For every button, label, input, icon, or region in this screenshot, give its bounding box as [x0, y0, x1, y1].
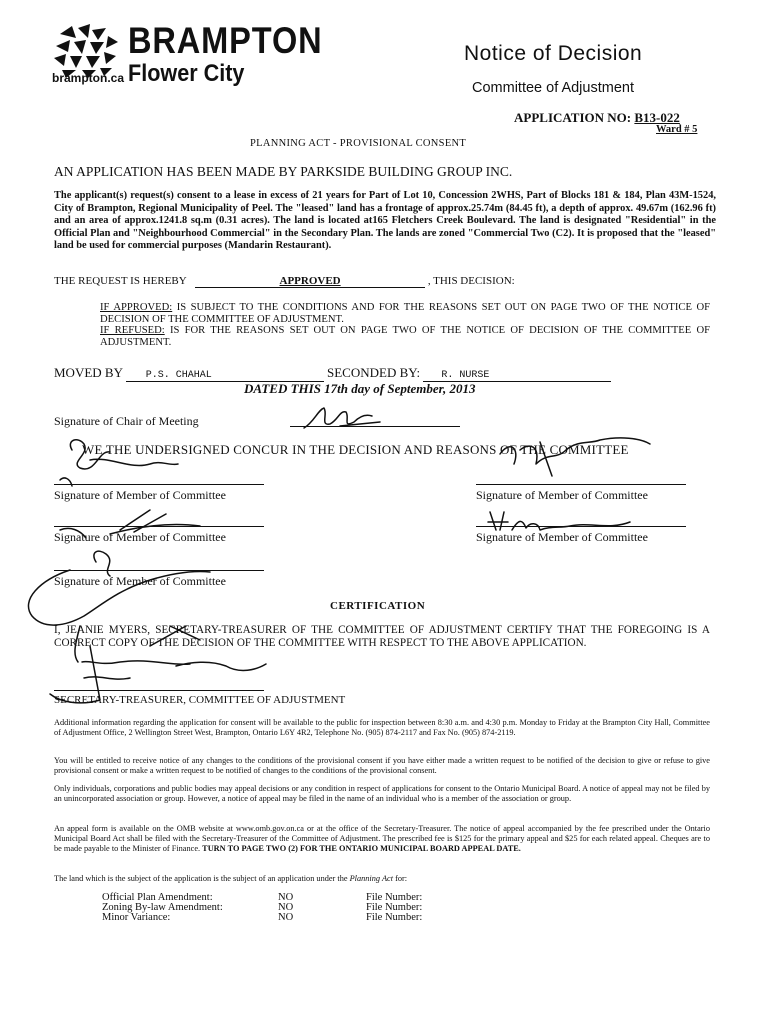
- member-label-1: Signature of Member of Committee: [54, 488, 226, 502]
- application-value: B13-022: [634, 110, 680, 125]
- request-prefix: THE REQUEST IS HEREBY: [54, 275, 187, 287]
- note-appeal-eligibility: Only individuals, corporations and public bodies may appeal decisions or any condition in respect of applications for consent to the Ontario Municipal Board. A notice of appeal may not be filed by an unincorporated association or group. However, a notice of appeal may be filed in the name of an individual who is a member of the association or group.: [54, 784, 710, 803]
- member-label-3: Signature of Member of Committee: [54, 530, 226, 544]
- other-application-file: File Number:: [366, 892, 423, 903]
- member-label-4: Signature of Member of Committee: [476, 530, 648, 544]
- applicant-heading: AN APPLICATION HAS BEEN MADE BY PARKSIDE BUILDING GROUP INC.: [54, 164, 513, 179]
- handwritten-signatures: [0, 430, 770, 730]
- brand-url: brampton.ca: [52, 71, 125, 85]
- other-application-value: NO: [278, 912, 294, 923]
- secretary-signature-line: [54, 690, 264, 691]
- if-refused: [100, 325, 710, 348]
- brand-tagline: Flower City: [128, 60, 245, 87]
- brand-name: BRAMPTON: [128, 20, 323, 61]
- note-appeal-text: An appeal form is available on the OMB website at www.omb.gov.on.ca or at the office of the Secretary-Treasurer. The notice of appeal accompanied by the fee prescribed under the Ontario Municipal Board Act shall be filed with the Secretary-Treasurer of the Committee of Adjustment. The prescribed fee is $125 for the primary appeal and $25 for each related appeal. Cheques are to be made payable to the Minister of Finance.: [54, 824, 710, 853]
- if-approved: [100, 302, 710, 325]
- note-subject-suffix: for:: [393, 874, 408, 883]
- note-appeal-bold: TURN TO PAGE TWO (2) FOR THE ONTARIO MUNICIPAL BOARD APPEAL DATE.: [202, 843, 521, 853]
- moved-seconded: [54, 365, 611, 382]
- act-heading: PLANNING ACT - PROVISIONAL CONSENT: [250, 138, 467, 149]
- conditions: [100, 302, 710, 348]
- if-approved-label: IF APPROVED:: [100, 302, 173, 313]
- note-subject-prefix: The land which is the subject of the application is the subject of an application under the: [54, 874, 350, 883]
- request-line: [54, 275, 515, 288]
- if-refused-text: IS FOR THE REASONS SET OUT ON PAGE TWO OF THE NOTICE OF DECISION OF THE COMMITTEE OF ADJUSTMENT.: [100, 325, 710, 348]
- request-suffix: , THIS DECISION:: [427, 275, 515, 287]
- member-label-5: Signature of Member of Committee: [54, 574, 226, 588]
- certification-text: I, JEANIE MYERS, SECRETARY-TREASURER OF THE COMMITTEE OF ADJUSTMENT CERTIFY THAT THE FOREGOING IS A CORRECT COPY OF THE DECISION OF THE COMMITTEE WITH RESPECT TO THE ABOVE APPLICATION.: [54, 624, 710, 649]
- committee-title: Committee of Adjustment: [472, 80, 634, 96]
- seconded-label: SECONDED BY:: [327, 365, 421, 380]
- secretary-title: SECRETARY-TREASURER, COMMITTEE OF ADJUSTMENT: [54, 694, 346, 706]
- certification-heading: CERTIFICATION: [330, 600, 426, 612]
- notice-title: Notice of Decision: [464, 42, 643, 65]
- note-entitled: You will be entitled to receive notice of any changes to the conditions of the provisional consent if you have either made a written request to be notified of the decision to give or refuse to give provisional consent or make a written request to be notified of changes to the conditions of the provisional consent.: [54, 756, 710, 775]
- other-application-label: Minor Variance:: [102, 912, 171, 923]
- dated-line: DATED THIS 17th day of September, 2013: [244, 381, 476, 396]
- note-subject-act: Planning Act: [349, 874, 394, 883]
- other-application-file: File Number:: [366, 902, 423, 913]
- other-application-label: Official Plan Amendment:: [102, 892, 213, 903]
- application-label: APPLICATION NO:: [514, 110, 632, 125]
- other-application-label: Zoning By-law Amendment:: [102, 902, 223, 913]
- if-refused-label: IF REFUSED:: [100, 325, 165, 336]
- decision-result: APPROVED: [195, 275, 425, 288]
- other-application-value: NO: [278, 892, 294, 903]
- if-approved-text: IS SUBJECT TO THE CONDITIONS AND FOR THE REASONS SET OUT ON PAGE TWO OF THE NOTICE OF DECISION OF THE COMMITTEE OF ADJUSTMENT.: [100, 302, 710, 325]
- application-description: The applicant(s) request(s) consent to a lease in excess of 21 years for Part of Lot 10, Concession 2WHS, Part of Blocks 181 & 184, Plan 43M-1524, City of Brampton, Regional Municipality of Peel. The "leased" land has a frontage of approx.25.74m (84.45 ft), a depth of approx. 49.67m (162.96 ft) and an area of approx.1241.8 sq.m (0.31 acres). The land is located at165 Fletchers Creek Boulevard. The land is designated "Residential" in the Official Plan and "Neighbourhood Commercial" in the Secondary Plan. The lands are zoned "Commercial Two (C2). It is proposed that the "leased" land be used for commercial purposes (Mandarin Restaurant).: [54, 190, 716, 251]
- seconded-by: R. NURSE: [423, 370, 611, 382]
- ward: Ward # 5: [656, 124, 698, 135]
- note-subject: [54, 874, 710, 884]
- member-label-2: Signature of Member of Committee: [476, 488, 648, 502]
- moved-label: MOVED BY: [54, 365, 123, 380]
- other-application-value: NO: [278, 902, 294, 913]
- moved-by: P.S. CHAHAL: [126, 370, 324, 382]
- application-number: [514, 110, 680, 126]
- note-appeal-form: [54, 824, 710, 853]
- other-application-file: File Number:: [366, 912, 423, 923]
- other-application-row: [102, 912, 422, 923]
- chair-label: Signature of Chair of Meeting: [54, 414, 199, 428]
- concur-statement: WE THE UNDERSIGNED CONCUR IN THE DECISION AND REASONS OF THE COMMITTEE: [82, 442, 629, 457]
- note-additional-info: Additional information regarding the application for consent will be available to the public for inspection between 8:30 a.m. and 4:30 p.m. Monday to Friday at the Brampton City Hall, Committee of Adjustment Office, 2 Wellington Street West, Brampton, Ontario L6Y 4R2, Telephone No. (905) 874-2117 and Fax No. (905) 874-2119.: [54, 718, 710, 737]
